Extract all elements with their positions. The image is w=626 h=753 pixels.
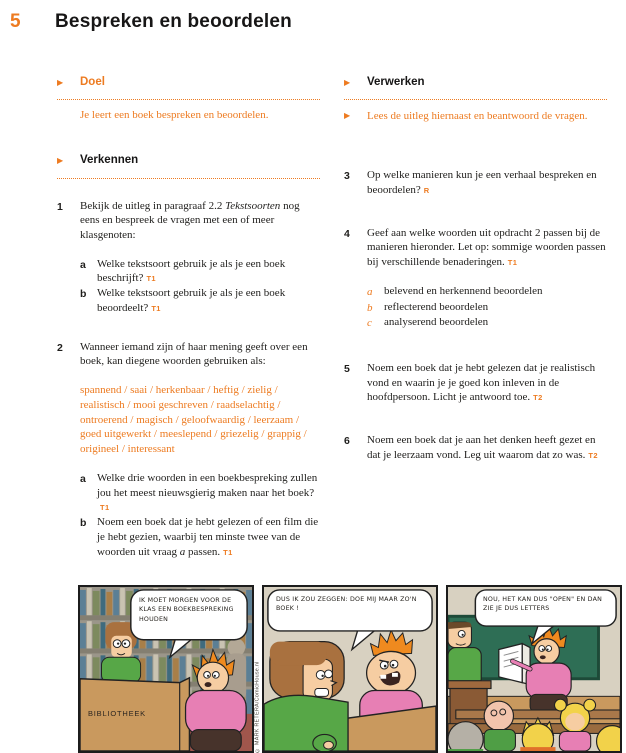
option-text: analyserend beoordelen — [384, 316, 489, 329]
comic-strip — [78, 585, 622, 753]
option-letter: c — [367, 317, 372, 330]
question-number: 2 — [57, 341, 63, 354]
comic-panel-2 — [262, 585, 438, 753]
speech-bubble-panel-1: IK MOET MORGEN VOOR DE KLAS EEN BOEKBESPREKING HOUDEN — [139, 597, 234, 623]
speech-bubble-panel-3: NOU, HET KAN DUS "OPEN" EN DAN ZIE JE DUS LETTERS — [483, 596, 603, 613]
question-text-part: nog eens en bespreek de vragen met een of meer klasgenoten: — [80, 199, 300, 242]
section-verwerken — [344, 75, 607, 100]
level-tag: T1 — [100, 503, 110, 513]
question-4-option-b — [367, 300, 607, 316]
level-tag: R — [423, 185, 430, 195]
question-1 — [57, 199, 320, 243]
question-text: Wanneer iemand zijn of haar mening geeft over een boek, kan diegene woorden gebruiken als: — [80, 340, 308, 368]
sub-letter: a — [80, 258, 86, 271]
doel-text: Je leert een boek bespreken en beoordelen. — [80, 109, 269, 122]
sub-text — [97, 257, 320, 286]
question-4-option-a — [367, 284, 607, 300]
level-tag: T2 — [588, 450, 598, 460]
bibliotheek-desk-sign: BIBLIOTHEEK — [88, 709, 146, 718]
question-4 — [344, 226, 607, 270]
question-2 — [57, 340, 320, 369]
sub-text — [97, 471, 320, 515]
sub-letter: b — [80, 288, 87, 301]
question-text-part: Geef aan welke woorden uit opdracht 2 passen bij de manieren hieronder. Let op: sommige woorden passen bij verschillende benaderingen. — [367, 226, 606, 269]
triangle-bullet-icon: ▶ — [344, 111, 351, 121]
triangle-bullet-icon: ▶ — [344, 78, 351, 87]
question-text-part: Op welke manieren kun je een verhaal bespreken en beoordelen? — [367, 169, 597, 196]
comic-panel-3 — [446, 585, 622, 753]
question-1a — [80, 257, 320, 286]
instruction-text: Lees de uitleg hiernaast en beantwoord de vragen. — [367, 110, 588, 123]
chapter-header — [0, 0, 626, 33]
sub-text-part: Welke drie woorden in een boekbespreking zullen jou het meest nieuwsgierig maken naar het boek? — [97, 471, 318, 499]
question-2b — [80, 515, 320, 559]
sub-text-part: passen. — [185, 545, 221, 558]
word-list: spannend / saai / herkenbaar / heftig / zielig / realistisch / mooi geschreven / raadselachtig / ontroerend / magisch / geloofwaardig / leerzaam / goed uitgewerkt / meeslepend / griezelig / grappig / origineel / interessant — [80, 384, 307, 456]
question-number: 5 — [344, 363, 350, 376]
section-doel — [57, 75, 320, 100]
question-number: 3 — [344, 170, 350, 183]
sub-text-italic: a — [179, 545, 186, 558]
page-title: Bespreken en beoordelen — [55, 11, 292, 32]
section-verwerken-label: Verwerken — [367, 76, 425, 88]
question-4-option-c — [367, 315, 607, 331]
question-text — [367, 361, 607, 405]
question-text-part: Noem een boek dat je hebt gelezen dat je realistisch vond en waarin je je goed kon inleven in de hoofdpersoon. Licht je antwoord toe. — [367, 362, 596, 404]
question-text — [367, 433, 607, 462]
option-text: belevend en herkennend beoordelen — [384, 284, 543, 297]
level-tag: T1 — [507, 258, 518, 268]
option-letter: a — [367, 285, 373, 298]
question-text-italic: Tekstsoorten — [225, 199, 281, 212]
level-tag: T1 — [146, 274, 156, 284]
triangle-bullet-icon: ▶ — [57, 78, 64, 87]
question-text — [367, 168, 607, 197]
sub-text-part: Welke tekstsoort gebruik je als je een boek beoordeelt? — [97, 287, 286, 314]
speech-bubble-panel-2: DUS IK ZOU ZEGGEN: DOE MIJ MAAR ZO'N BOEK ! — [276, 596, 417, 613]
section-verkennen-label: Verkennen — [80, 154, 139, 167]
sub-letter: a — [80, 472, 86, 485]
sub-text-part: Welke tekstsoort gebruik je als je een boek beschrijft? — [97, 257, 286, 285]
section-doel-label: Doel — [80, 76, 105, 88]
instruction — [344, 109, 607, 124]
section-verkennen — [57, 153, 320, 178]
sub-text — [97, 515, 320, 559]
right-column — [344, 67, 607, 559]
triangle-bullet-icon: ▶ — [57, 156, 64, 166]
question-number: 6 — [344, 435, 350, 448]
question-text-part: Bekijk de uitleg in paragraaf 2.2 — [80, 199, 226, 212]
left-column — [57, 67, 320, 559]
question-3 — [344, 168, 607, 197]
question-text — [367, 226, 607, 270]
question-text-part: Noem een boek dat je aan het denken heeft gezet en dat je leerzaam vond. Leg uit waarom dat zo was. — [367, 434, 596, 461]
sub-text-part: Noem een boek dat je hebt gelezen of een film die je hebt gezien, waarbij ten minste twee van de woorden uit vraag — [97, 516, 319, 558]
question-6 — [344, 433, 607, 462]
question-number: 4 — [344, 227, 350, 240]
question-1b — [80, 286, 320, 315]
level-tag: T1 — [151, 303, 161, 313]
content-columns — [57, 67, 626, 559]
option-letter: b — [367, 301, 373, 314]
option-text: reflecterend beoordelen — [384, 300, 489, 313]
comic-credit: © MARK RETERA/ComicHouse.nl — [254, 661, 261, 753]
level-tag: T1 — [223, 547, 233, 557]
question-text — [80, 199, 320, 243]
chapter-number: 5 — [10, 11, 21, 32]
question-number: 1 — [57, 200, 63, 213]
level-tag: T2 — [533, 393, 543, 403]
sub-letter: b — [80, 517, 87, 530]
sub-text — [97, 286, 320, 315]
question-5 — [344, 361, 607, 405]
question-2a — [80, 471, 320, 515]
comic-panel-1 — [78, 585, 254, 753]
